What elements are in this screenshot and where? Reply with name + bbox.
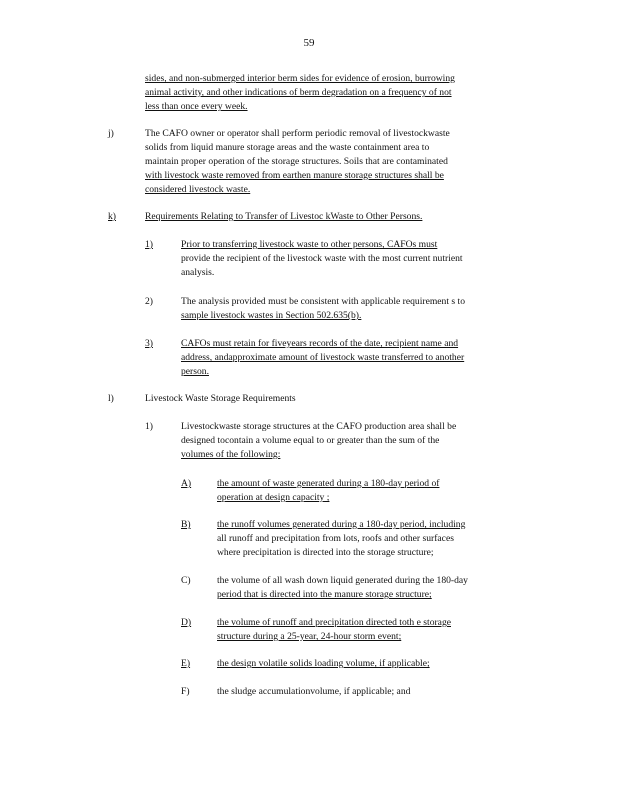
continuation-line: animal activity, and other indications of berm degradation on a frequency of not xyxy=(145,87,452,98)
clause-b-line: all runoff and precipitation from lots, roofs and other surfaces xyxy=(217,533,454,544)
item-l1-label: 1) xyxy=(145,421,153,432)
item-k2-line: sample livestock wastes in Section 502.635(b). xyxy=(181,310,362,321)
item-k1-line: Prior to transferring livestock waste to other persons, CAFOs must xyxy=(181,239,438,250)
item-l1-line: Livestockwaste storage structures at the CAFO production area shall be xyxy=(181,421,457,432)
item-k3-label: 3) xyxy=(145,338,153,349)
continuation-line: sides, and non-submerged interior berm sides for evidence of erosion, burrowing xyxy=(145,73,455,84)
item-j-line: maintain proper operation of the storage structures. Soils that are contaminated xyxy=(145,156,448,167)
clause-f-line: the sludge accumulationvolume, if applicable; and xyxy=(217,686,411,697)
clause-a-line: operation at design capacity ; xyxy=(217,492,330,503)
clause-c-line: the volume of all wash down liquid generated during the 180-day xyxy=(217,575,468,586)
clause-c-line: period that is directed into the manure storage structure; xyxy=(217,589,432,600)
item-k1-line: provide the recipient of the livestock waste with the most current nutrient xyxy=(181,253,463,264)
clause-b-label: B) xyxy=(181,519,191,530)
continuation-line: less than once every week. xyxy=(145,101,248,112)
item-l-label: l) xyxy=(108,393,114,404)
item-k1-line: analysis. xyxy=(181,267,215,278)
clause-b-line: where precipitation is directed into the storage structure; xyxy=(217,547,434,558)
clause-a-label: A) xyxy=(181,478,192,489)
clause-e-line: the design volatile solids loading volume, if applicable; xyxy=(217,658,430,669)
item-l-heading: Livestock Waste Storage Requirements xyxy=(145,393,296,404)
item-j-line: considered livestock waste. xyxy=(145,184,251,195)
clause-b-line: the runoff volumes generated during a 180-day period, including xyxy=(217,519,466,530)
item-j-line: The CAFO owner or operator shall perform periodic removal of livestockwaste xyxy=(145,128,450,139)
clause-e-label: E) xyxy=(181,658,191,669)
clause-d-line: structure during a 25-year, 24-hour storm event; xyxy=(217,631,402,642)
item-k-label: k) xyxy=(108,211,116,222)
clause-d-label: D) xyxy=(181,617,192,628)
page-number: 59 xyxy=(303,37,315,49)
clause-d-line: the volume of runoff and precipitation directed toth e storage xyxy=(217,617,451,628)
item-j-line: solids from liquid manure storage areas and the waste containment area to xyxy=(145,142,430,153)
item-k3-line: address, andapproximate amount of livestock waste transferred to another xyxy=(181,352,465,363)
item-k1-label: 1) xyxy=(145,239,153,250)
item-k2-label: 2) xyxy=(145,296,153,307)
item-l1-line: volumes of the following: xyxy=(181,449,281,460)
item-l1-line: designed tocontain a volume equal to or greater than the sum of the xyxy=(181,435,440,446)
item-k3-line: CAFOs must retain for fiveyears records of the date, recipient name and xyxy=(181,338,459,349)
item-j-line: with livestock waste removed from earthen manure storage structures shall be xyxy=(145,170,444,181)
clause-c-label: C) xyxy=(181,575,191,586)
clause-f-label: F) xyxy=(181,686,190,697)
item-k3-line: person. xyxy=(181,366,209,377)
item-j-label: j) xyxy=(108,128,114,139)
clause-a-line: the amount of waste generated during a 180-day period of xyxy=(217,478,440,489)
item-k2-line: The analysis provided must be consistent with applicable requirement s to xyxy=(181,296,466,307)
item-k-heading: Requirements Relating to Transfer of Livestoc kWaste to Other Persons. xyxy=(145,211,423,222)
